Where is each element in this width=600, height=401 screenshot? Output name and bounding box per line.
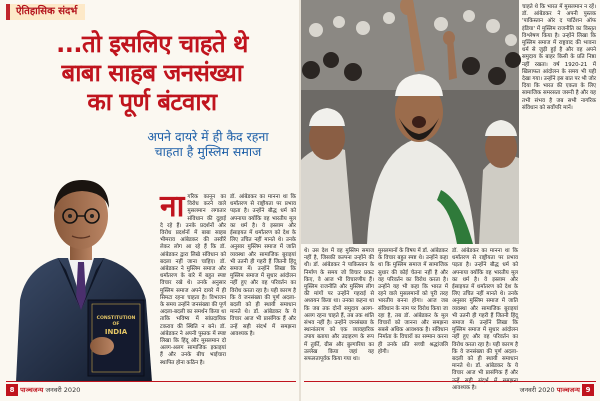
left-issue-date: जनवरी 2020 [45, 386, 81, 394]
article-column-2 [230, 194, 296, 379]
dropcap: ना [160, 189, 185, 224]
right-footer-rule [304, 381, 596, 382]
right-column-top [522, 4, 596, 380]
headline [8, 30, 296, 117]
article-column-2-text: डॉ. आंबेडकर का मानना था कि धर्मांतरण से राष्ट्रीयता पर प्रभाव पड़ता है। उन्होंने बौद्ध धर्म को अपनाया क्योंकि वह भारतीय मूल का धर्म है। वे इस्लाम और ईसाइयत में धर्मांतरण को देश के लिए उचित नहीं मानते थे। उनके अनुसार मुस्लिम समाज में जाति व्यवस्था और सामाजिक बुराइयां भी उतनी ही गहरी हैं जितनी हिंदू समाज में। उन्होंने लिखा कि मुस्लिम समाज में सुधार आंदोलन नहीं हुए और वह परिवर्तन का विरोध करता रहा है। यही कारण है कि वे जनसंख्या की पूर्ण अदला-बदली को ही स्थायी समाधान मानते थे। डॉ. आंबेडकर के ये विचार आज भी प्रासंगिक हैं और उन्हें सही संदर्भ में समझना आवश्यक है। [230, 194, 296, 337]
article-column-3 [304, 248, 374, 379]
book-title-line-1: CONSTITUTION [96, 316, 136, 321]
right-column-bottom-text: मुसलमानों के विषय में डॉ. आंबेडकर के विचार बहुत स्पष्ट थे। उन्होंने कहा था कि मुस्लिम समाज में सामाजिक सुधार की कोई चेतना नहीं है और वह परिवर्तन का विरोध करता है। उन्होंने यह भी कहा कि भारत में रहने वाले मुसलमानों को पूरी तरह भारतीय बनना होगा। आज जब संविधान के नाम पर विरोध किया जा रहा है, तब डॉ. आंबेडकर के मूल विचारों को जानना और समझना सबसे अधिक आवश्यक है। संविधान निर्माता के विचारों का सम्मान करना ही उनके प्रति सच्ची श्रद्धांजलि होगी। [378, 248, 448, 355]
article-column-1-text: गरिक कानून का विरोध करने वाले मुसलमान लगातार संविधान की दुहाई दे रहे हैं। उनके प्रदर्शनों और विरोध प्रदर्शनों में बाबा साहब भीमराव आंबेडकर की तस्वीरें लेकर लोग आ रहे हैं कि डॉ. आंबेडकर द्वारा लिखे संविधान को बदला नहीं जाना चाहिए। डॉ. आंबेडकर ने मुस्लिम समाज और धर्मांतरण के बारे में बहुत स्पष्ट विचार रखे थे। उनके अनुसार मुस्लिम समाज अपने दायरे में ही सिमटा रहना चाहता है। विभाजन के समय उन्होंने जनसंख्या की पूर्ण अदला-बदली का समर्थन किया था ताकि भविष्य में सांप्रदायिक टकराव की स्थिति न बने। डॉ. आंबेडकर ने अपनी पुस्तक में स्पष्ट लिखा कि हिंदू और मुसलमान दो अलग-अलग सामाजिक इकाइयां हैं और उनके बीच भाईचारा स्थापित होना कठिन है। [160, 194, 226, 366]
left-magazine-name: पाञ्चजन्य [20, 386, 44, 394]
constitution-book [88, 300, 144, 376]
right-issue-date: जनवरी 2020 [519, 386, 555, 394]
section-tag: ऐतिहासिक संदर्भ [6, 4, 85, 20]
subhead-line-1: अपने दायरे में ही कैद रहना [147, 129, 269, 144]
article-column-3-text: थे। उस देश में वह मुस्लिम समाज नहीं है, जिसकी कल्पना उन्होंने की थी। डॉ. आंबेडकर ने पाकिस्तान के निर्माण के समय जो विचार प्रकट किए, वे आज भी विचारणीय हैं। मुस्लिम राजनीति और मुस्लिम लीग की मांगों पर उन्होंने गहराई से अध्ययन किया था। उनका कहना था कि जब तक दोनों समुदाय अलग-अलग रहना चाहते हैं, तब तक शांति संभव नहीं है। उन्होंने जनसंख्या के स्थानांतरण को एक व्यावहारिक उपाय बताया और उदाहरण के रूप में तुर्की, ग्रीस और बुल्गारिया का उल्लेख किया जहां यह सफलतापूर्वक किया गया था। [304, 248, 374, 363]
subhead-line-2: चाहता है मुस्लिम समाज [154, 144, 262, 159]
right-footer [520, 383, 594, 397]
book-title [94, 316, 138, 336]
protest-photo [301, 0, 519, 244]
article-column-1 [160, 189, 226, 379]
headline-line-3: का पूर्ण बंटवारा [87, 88, 217, 116]
right-column-top-text: चाहते थे कि भारत में मुसलमान न रहें। डॉ. आंबेडकर ने अपनी पुस्तक 'पाकिस्तान ऑर द पार्टिशन ऑफ इंडिया' में मुस्लिम राजनीति का विस्तृत विश्लेषण किया है। उन्होंने लिखा कि मुस्लिम समाज में राष्ट्रवाद की भावना धर्म से जुड़ी हुई है और वह अपने समुदाय के बाहर किसी के प्रति निष्ठा नहीं रखता। वर्ष 1920-21 में खिलाफत आंदोलन के समय भी यही देखा गया। उन्होंने इस बात पर भी जोर दिया कि भारत की एकता के लिए सामाजिक समरसता जरूरी है और यह तभी संभव है जब सभी नागरिक संविधान को सर्वोपरि मानें। [522, 4, 596, 111]
headline-line-2: बाबा साहब जनसंख्या [61, 59, 243, 87]
ambedkar-portrait-image [6, 150, 156, 382]
left-footer [6, 383, 80, 397]
protest-crowd-image [301, 0, 519, 244]
left-footer-rule [6, 381, 296, 382]
book-title-line-2: OF [112, 322, 120, 327]
right-magazine-name: पाञ्चजन्य [556, 386, 580, 394]
ambedkar-illustration [6, 150, 156, 382]
headline-line-1: ...तो इसलिए चाहते थे [56, 30, 248, 58]
right-column-continuation-text: डॉ. आंबेडकर का मानना था कि धर्मांतरण से राष्ट्रीयता पर प्रभाव पड़ता है। उन्होंने बौद्ध धर्म को अपनाया क्योंकि वह भारतीय मूल का धर्म है। वे इस्लाम और ईसाइयत में धर्मांतरण को देश के लिए उचित नहीं मानते थे। उनके अनुसार मुस्लिम समाज में जाति व्यवस्था और सामाजिक बुराइयां भी उतनी ही गहरी हैं जितनी हिंदू समाज में। उन्होंने लिखा कि मुस्लिम समाज में सुधार आंदोलन नहीं हुए और वह परिवर्तन का विरोध करता रहा है। यही कारण है कि वे जनसंख्या की पूर्ण अदला-बदली को ही स्थायी समाधान मानते थे। डॉ. आंबेडकर के ये विचार आज भी प्रासंगिक हैं और आवश्यक है। [452, 248, 518, 391]
right-column-continuation [452, 248, 518, 391]
left-page-number: 8 [6, 384, 18, 396]
right-page-number: 9 [582, 384, 594, 396]
right-column-bottom [378, 248, 448, 379]
book-title-line-3: INDIA [104, 328, 128, 336]
